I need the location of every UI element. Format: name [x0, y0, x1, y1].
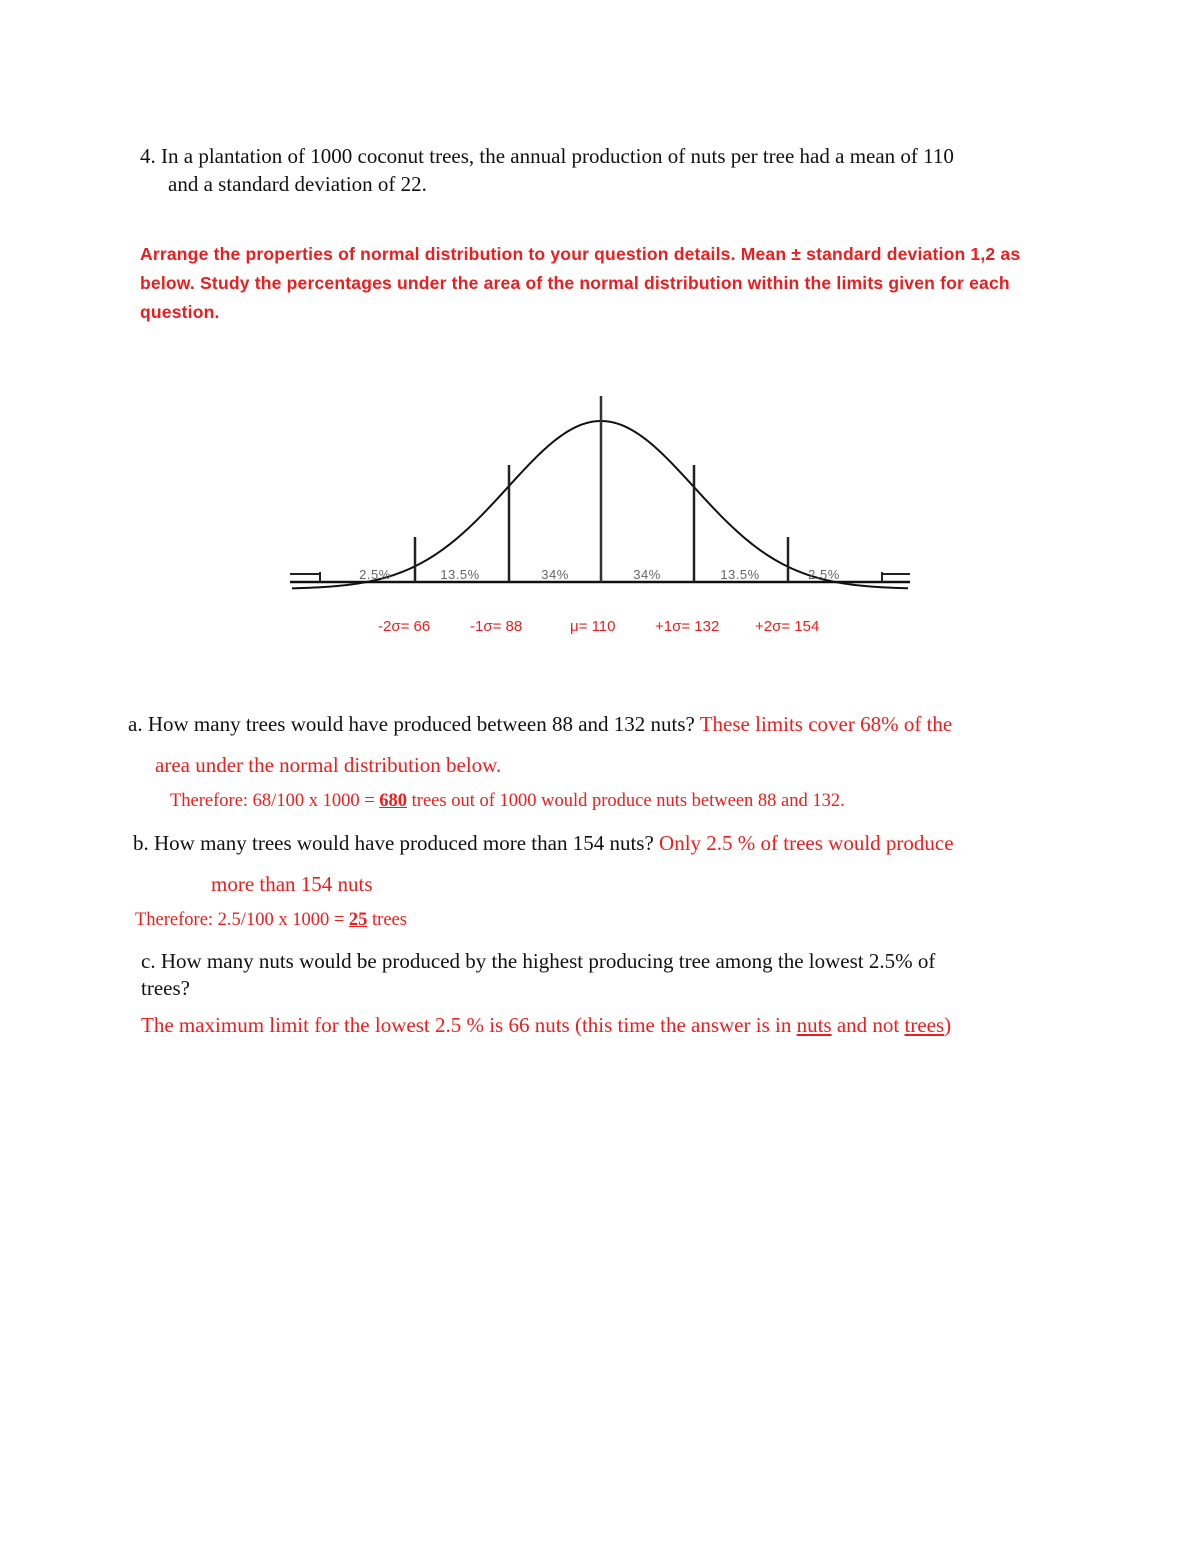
instruction-line-1: Arrange the properties of normal distribution to your question details. Mean ± standard deviation 1,2 as [140, 244, 1021, 264]
question-number: 4. [140, 144, 156, 168]
instruction-line-3: question. [140, 302, 220, 322]
part-c-answer-trees: trees [904, 1013, 945, 1037]
question-text-1: In a plantation of 1000 coconut trees, the annual production of nuts per tree had a mean of 110 [161, 144, 954, 168]
part-c-question-2: trees? [141, 976, 190, 1000]
limit-minus-1sd: -1σ= 88 [470, 618, 523, 635]
part-c-answer-nuts: nuts [796, 1013, 832, 1037]
part-c-answer-pre: The maximum limit for the lowest 2.5 % is 66 nuts (this time the answer is in [141, 1013, 797, 1037]
part-a-answer-2: area under the normal distribution below. [155, 753, 502, 777]
part-c-line-1 [141, 947, 935, 975]
segment-label-2: 13.5% [440, 567, 480, 582]
part-b-label: b. [133, 831, 149, 855]
normal-distribution-diagram [280, 385, 920, 600]
question-line-1 [140, 142, 954, 170]
segment-label-6: 2.5% [808, 567, 840, 582]
part-a-calc-post: trees out of 1000 would produce nuts between 88 and 132. [407, 791, 845, 811]
part-c-question-1: How many nuts would be produced by the highest producing tree among the lowest 2.5% of [160, 949, 936, 973]
part-a-label: a. [128, 712, 143, 736]
part-c-answer [141, 1011, 951, 1039]
part-c-label: c. [141, 949, 156, 973]
part-c-answer-mid: and not [831, 1013, 905, 1037]
segment-label-5: 13.5% [720, 567, 760, 582]
part-c-answer-post: ) [944, 1013, 952, 1037]
limit-plus-2sd: +2σ= 154 [755, 618, 820, 635]
part-a-calc-pre: Therefore: 68/100 x 1000 = [170, 791, 380, 811]
part-b-calc-value: 25 [348, 910, 368, 930]
part-a-line-1 [128, 710, 952, 738]
part-b-calculation [135, 910, 407, 931]
segment-label-1: 2.5% [359, 567, 391, 582]
part-a-answer-1: These limits cover 68% of the [699, 712, 953, 736]
limit-plus-1sd: +1σ= 132 [655, 618, 720, 635]
part-b-calc-pre: Therefore: 2.5/100 x 1000 = [135, 910, 349, 930]
part-a-calc-value: 680 [379, 791, 408, 811]
part-b-question: How many trees would have produced more than 154 nuts? [154, 831, 654, 855]
segment-label-4: 34% [633, 567, 661, 582]
question-line-2: and a standard deviation of 22. [168, 172, 427, 196]
part-b-line-1 [133, 829, 954, 857]
part-b-calc-post: trees [367, 910, 407, 930]
segment-label-3: 34% [541, 567, 569, 582]
part-b-answer-2: more than 154 nuts [211, 872, 373, 896]
part-a-calculation [170, 791, 845, 812]
limit-minus-2sd: -2σ= 66 [378, 618, 431, 635]
instruction-line-2: below. Study the percentages under the area of the normal distribution within the limits given for each [140, 273, 1010, 293]
part-b-answer-1: Only 2.5 % of trees would produce [659, 831, 954, 855]
limit-mean: μ= 110 [570, 618, 616, 635]
part-a-question: How many trees would have produced between 88 and 132 nuts? [147, 712, 695, 736]
